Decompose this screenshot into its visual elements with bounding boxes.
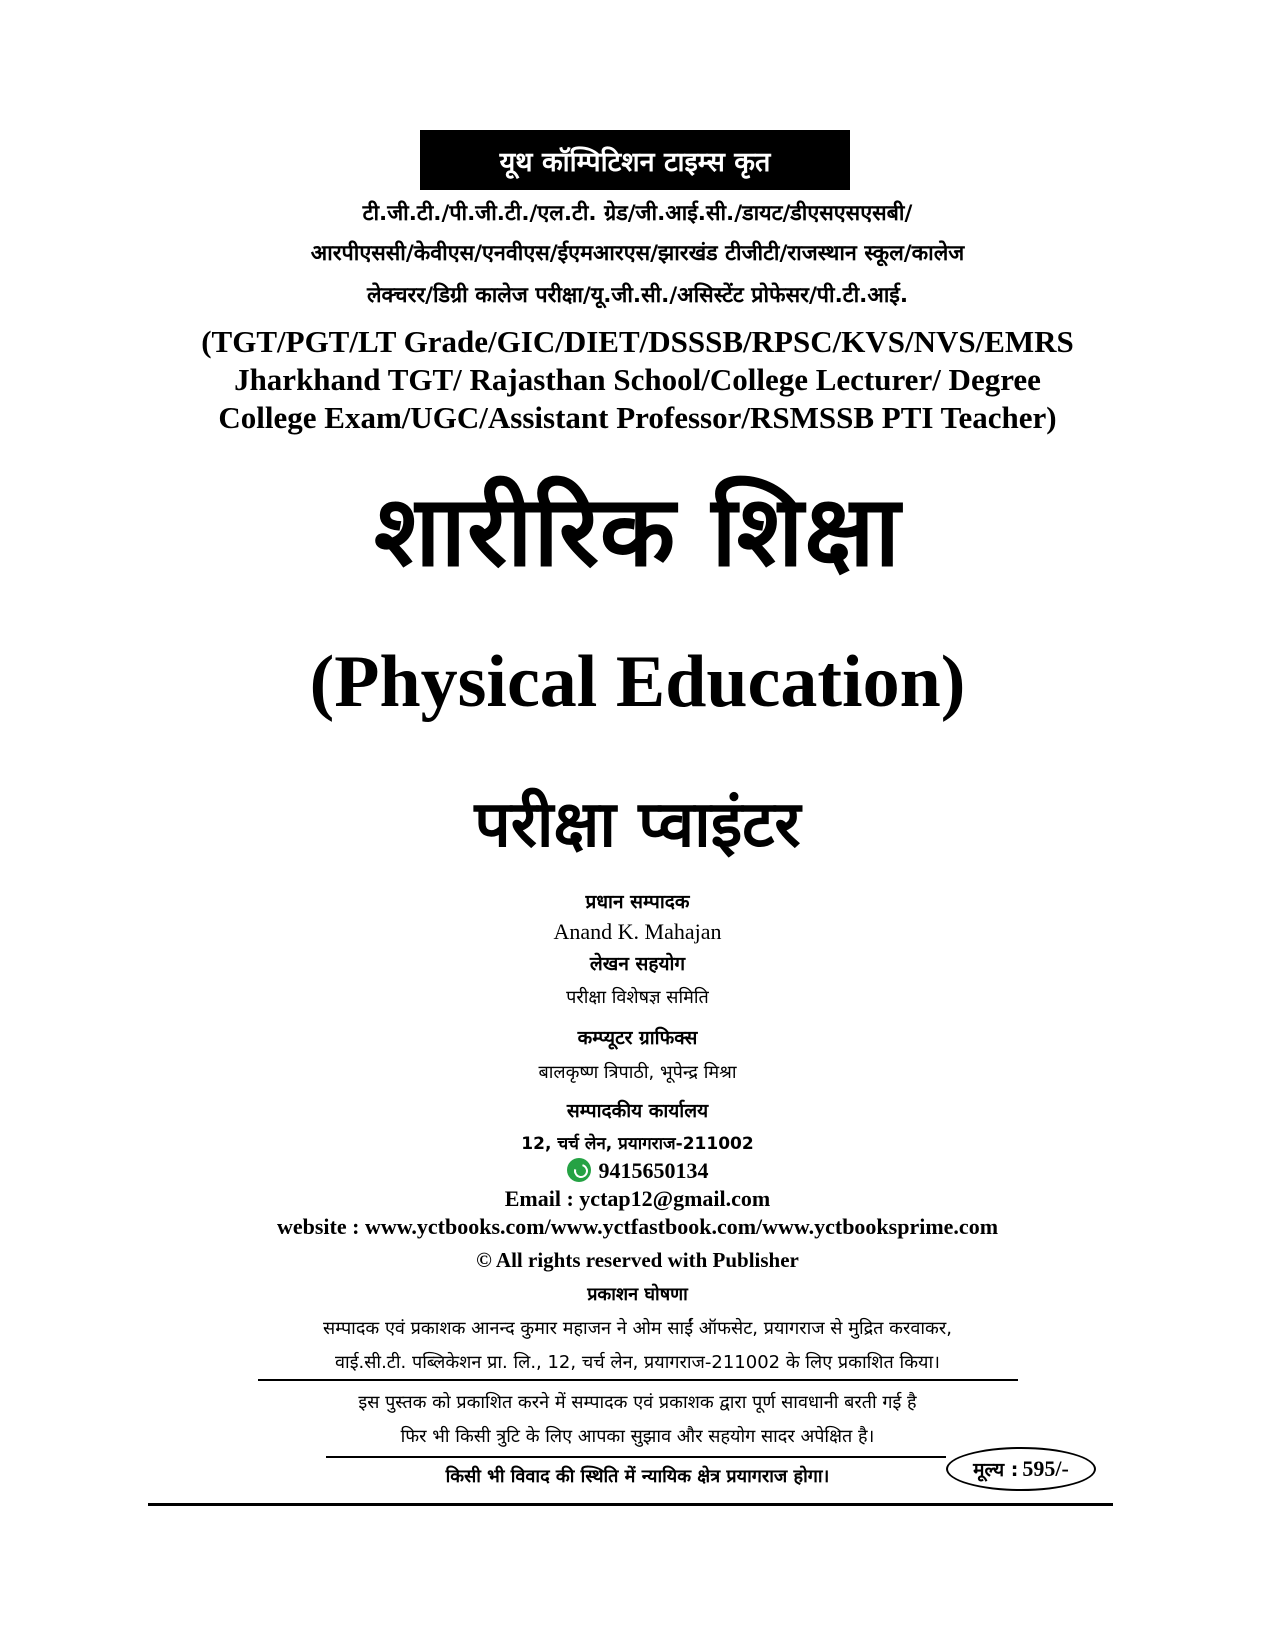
- exam-list-hindi-line-3: लेक्चरर/डिग्री कालेज परीक्षा/यू.जी.सी./असिस्टेंट प्रोफेसर/पी.टी.आई.: [366, 283, 909, 308]
- graphics-label: कम्प्यूटर ग्राफिक्स: [577, 1027, 698, 1049]
- exam-list-english-line-3: College Exam/UGC/Assistant Professor/RSMSSB PTI Teacher): [218, 400, 1057, 435]
- exam-list-hindi-line-1: टी.जी.टी./पी.जी.टी./एल.टी. ग्रेड/जी.आई.सी./डायट/डीएसएसएसबी/: [362, 201, 913, 226]
- office-address: 12, चर्च लेन, प्रयागराज-211002: [521, 1134, 754, 1154]
- publication-line-1: सम्पादक एवं प्रकाशक आनन्द कुमार महाजन ने ओम साईं ऑफसेट, प्रयागराज से मुद्रित करवाकर,: [323, 1318, 952, 1339]
- publication-line-2: वाई.सी.टी. पब्लिकेशन प्रा. लि., 12, चर्च लेन, प्रयागराज-211002 के लिए प्रकाशित किया।: [335, 1352, 940, 1373]
- phone-number: 9415650134: [598, 1158, 709, 1183]
- chief-editor-name: Anand K. Mahajan: [553, 919, 722, 944]
- disclaimer-line-1: इस पुस्तक को प्रकाशित करने में सम्पादक एवं प्रकाशक द्वारा पूर्ण सावधानी बरती गई है: [358, 1392, 917, 1413]
- divider-line: [258, 1379, 1018, 1381]
- copyright-line: © All rights reserved with Publisher: [476, 1248, 799, 1272]
- price-label: मूल्य :: [973, 1459, 1019, 1481]
- phone-line: [0, 1158, 1275, 1184]
- book-title-hindi: शारीरिक शिक्षा: [373, 475, 901, 589]
- email-line: Email : yctap12@gmail.com: [504, 1186, 771, 1211]
- exam-list-hindi-line-2: आरपीएससी/केवीएस/एनवीएस/ईएमआरएस/झारखंड टीजीटी/राजस्थान स्कूल/कालेज: [310, 241, 965, 266]
- disclaimer-line-2: फिर भी किसी त्रुटि के लिए आपका सुझाव और सहयोग सादर अपेक्षित है।: [400, 1426, 875, 1447]
- writing-label: लेखन सहयोग: [589, 953, 686, 975]
- divider-line: [326, 1456, 946, 1458]
- exam-list-english-line-2: Jharkhand TGT/ Rajasthan School/College Lecturer/ Degree: [234, 362, 1041, 397]
- publisher-banner-text: यूथ कॉम्पिटिशन टाइम्स कृत: [499, 146, 771, 178]
- jurisdiction-line: किसी भी विवाद की स्थिति में न्यायिक क्षेत्र प्रयागराज होगा।: [445, 1466, 830, 1487]
- graphics-value: बालकृष्ण त्रिपाठी, भूपेन्द्र मिश्रा: [538, 1062, 737, 1083]
- website-line: website : www.yctbooks.com/www.yctfastbook.com/www.yctbooksprime.com: [276, 1214, 999, 1239]
- price-value: 595/-: [1022, 1456, 1069, 1481]
- publisher-banner: [420, 130, 850, 190]
- publication-label: प्रकाशन घोषणा: [587, 1284, 688, 1305]
- whatsapp-icon: [567, 1158, 591, 1182]
- book-subtitle-hindi: परीक्षा प्वाइंटर: [474, 788, 801, 862]
- chief-editor-label: प्रधान सम्पादक: [585, 891, 690, 913]
- book-title-english: (Physical Education): [309, 641, 966, 723]
- price-badge: [946, 1447, 1096, 1491]
- writing-value: परीक्षा विशेषज्ञ समिति: [566, 987, 709, 1008]
- bottom-rule: [148, 1503, 1113, 1506]
- exam-list-english-line-1: (TGT/PGT/LT Grade/GIC/DIET/DSSSB/RPSC/KVS/NVS/EMRS: [201, 324, 1074, 359]
- office-label: सम्पादकीय कार्यालय: [566, 1100, 709, 1122]
